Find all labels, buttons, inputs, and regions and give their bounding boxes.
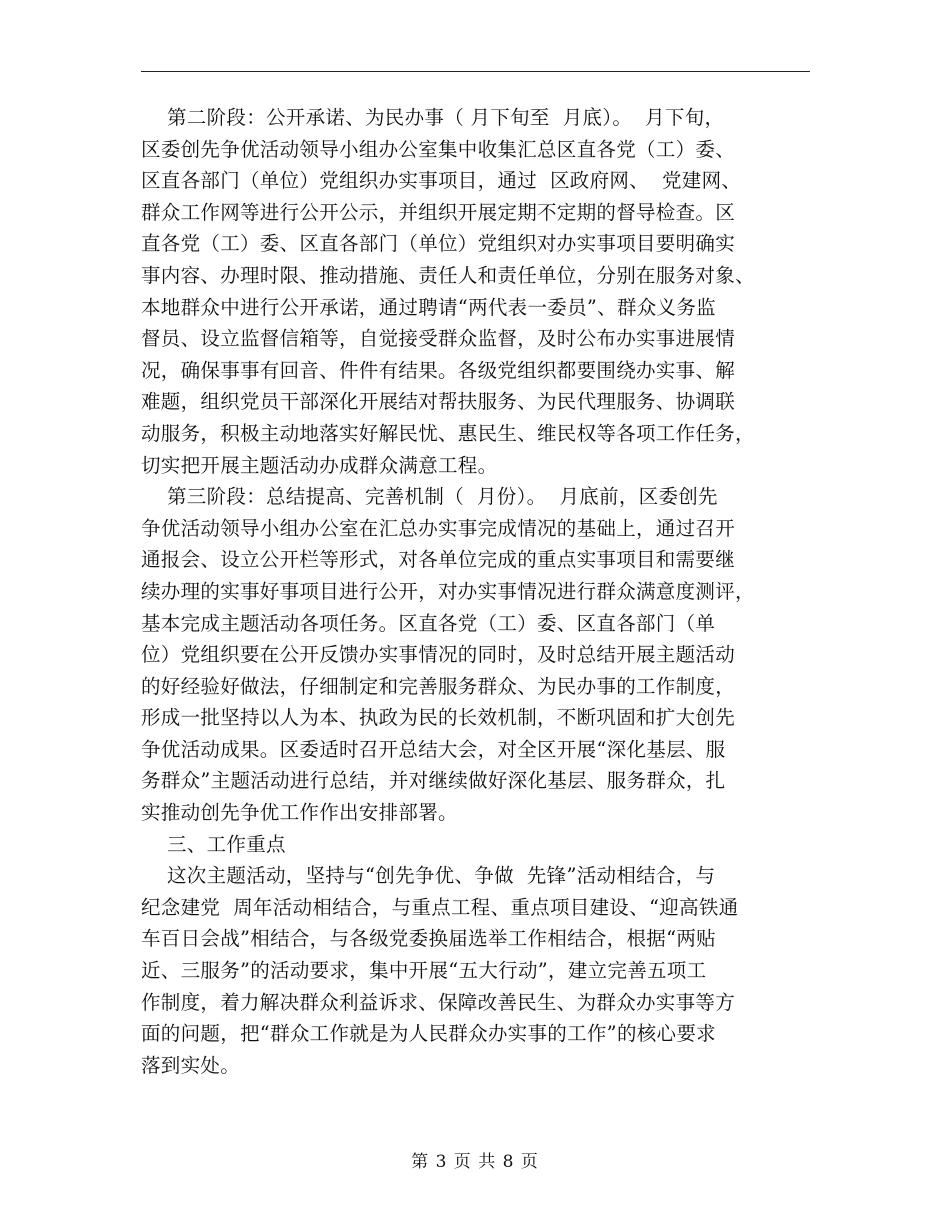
body-text [141,102,821,1081]
text-line: 作制度，着力解决群众利益诉求、保障改善民生、为群众办实事等方 [141,990,736,1014]
text-line: 三、工作重点 [141,832,286,856]
text-line: 第二阶段：公开承诺、为民办事（ 月下旬至 月底）。 月下旬， [141,106,725,129]
text-line: 实推动创先争优工作作出安排部署。 [141,801,458,825]
header-rule [141,71,810,72]
text-line: 切实把开展主题活动办成群众满意工程。 [141,453,498,477]
text-line: 难题，组织党员干部深化开展结对帮扶服务、为民代理服务、协调联 [141,390,736,414]
text-line: 第三阶段：总结提高、完善机制（ 月份）。 月底前，区委创先 [141,485,718,509]
text-line: 动服务，积极主动地落实好解民忧、惠民生、维民权等各项工作任务， [141,421,755,445]
page-footer: 第 3 页 共 8 页 [411,1152,539,1172]
text-line: 位）党组织要在公开反馈办实事情况的同时，及时总结开展主题活动 [141,643,736,667]
text-line: 事内容、办理时限、推动措施、责任人和责任单位，分别在服务对象、 [141,263,755,287]
text-line: 争优活动成果。区委适时召开总结大会，对全区开展“深化基层、服 [141,737,726,761]
text-line: 这次主题活动，坚持与“创先争优、争做 先锋”活动相结合，与 [141,864,716,888]
text-line: 争优活动领导小组办公室在汇总办实事完成情况的基础上，通过召开 [141,516,736,540]
text-line: 近、三服务”的活动要求，集中开展“五大行动”，建立完善五项工 [141,959,707,983]
text-line: 基本完成主题活动各项任务。区直各党（工）委、区直各部门（单 [141,611,716,635]
text-line: 车百日会战”相结合，与各级党委换届选举工作相结合，根据“两贴 [141,927,716,951]
text-line: 区直各部门（单位）党组织办实事项目，通过 区政府网、 党建网、 [141,169,742,193]
text-line: 通报会、设立公开栏等形式，对各单位完成的重点实事项目和需要继 [141,548,736,572]
text-line: 落到实处。 [141,1053,241,1077]
text-line: 督员、设立监督信箱等，自觉接受群众监督，及时公布办实事进展情 [141,327,736,351]
text-line: 本地群众中进行公开承诺，通过聘请“两代表一委员”、群众义务监 [141,295,716,319]
text-line: 直各党（工）委、区直各部门（单位）党组织对办实事项目要明确实 [141,232,736,256]
text-line: 群众工作网等进行公开公示，并组织开展定期不定期的督导检查。区 [141,200,736,224]
text-line: 纪念建党 周年活动相结合，与重点工程、重点项目建设、“迎高铁通 [141,895,739,919]
text-line: 况，确保事事有回音、件件有结果。各级党组织都要围绕办实事、解 [141,358,736,382]
text-line: 续办理的实事好事项目进行公开，对办实事情况进行群众满意度测评， [141,579,755,603]
text-line: 务群众”主题活动进行总结，并对继续做好深化基层、服务群众，扎 [141,769,726,793]
text-line: 区委创先争优活动领导小组办公室集中收集汇总区直各党（工）委、 [141,137,736,161]
text-line: 面的问题，把“群众工作就是为人民群众办实事的工作”的核心要求 [141,1022,716,1046]
text-line: 形成一批坚持以人为本、执政为民的长效机制，不断巩固和扩大创先 [141,706,736,730]
text-line: 的好经验好做法，仔细制定和完善服务群众、为民办事的工作制度， [141,674,736,698]
